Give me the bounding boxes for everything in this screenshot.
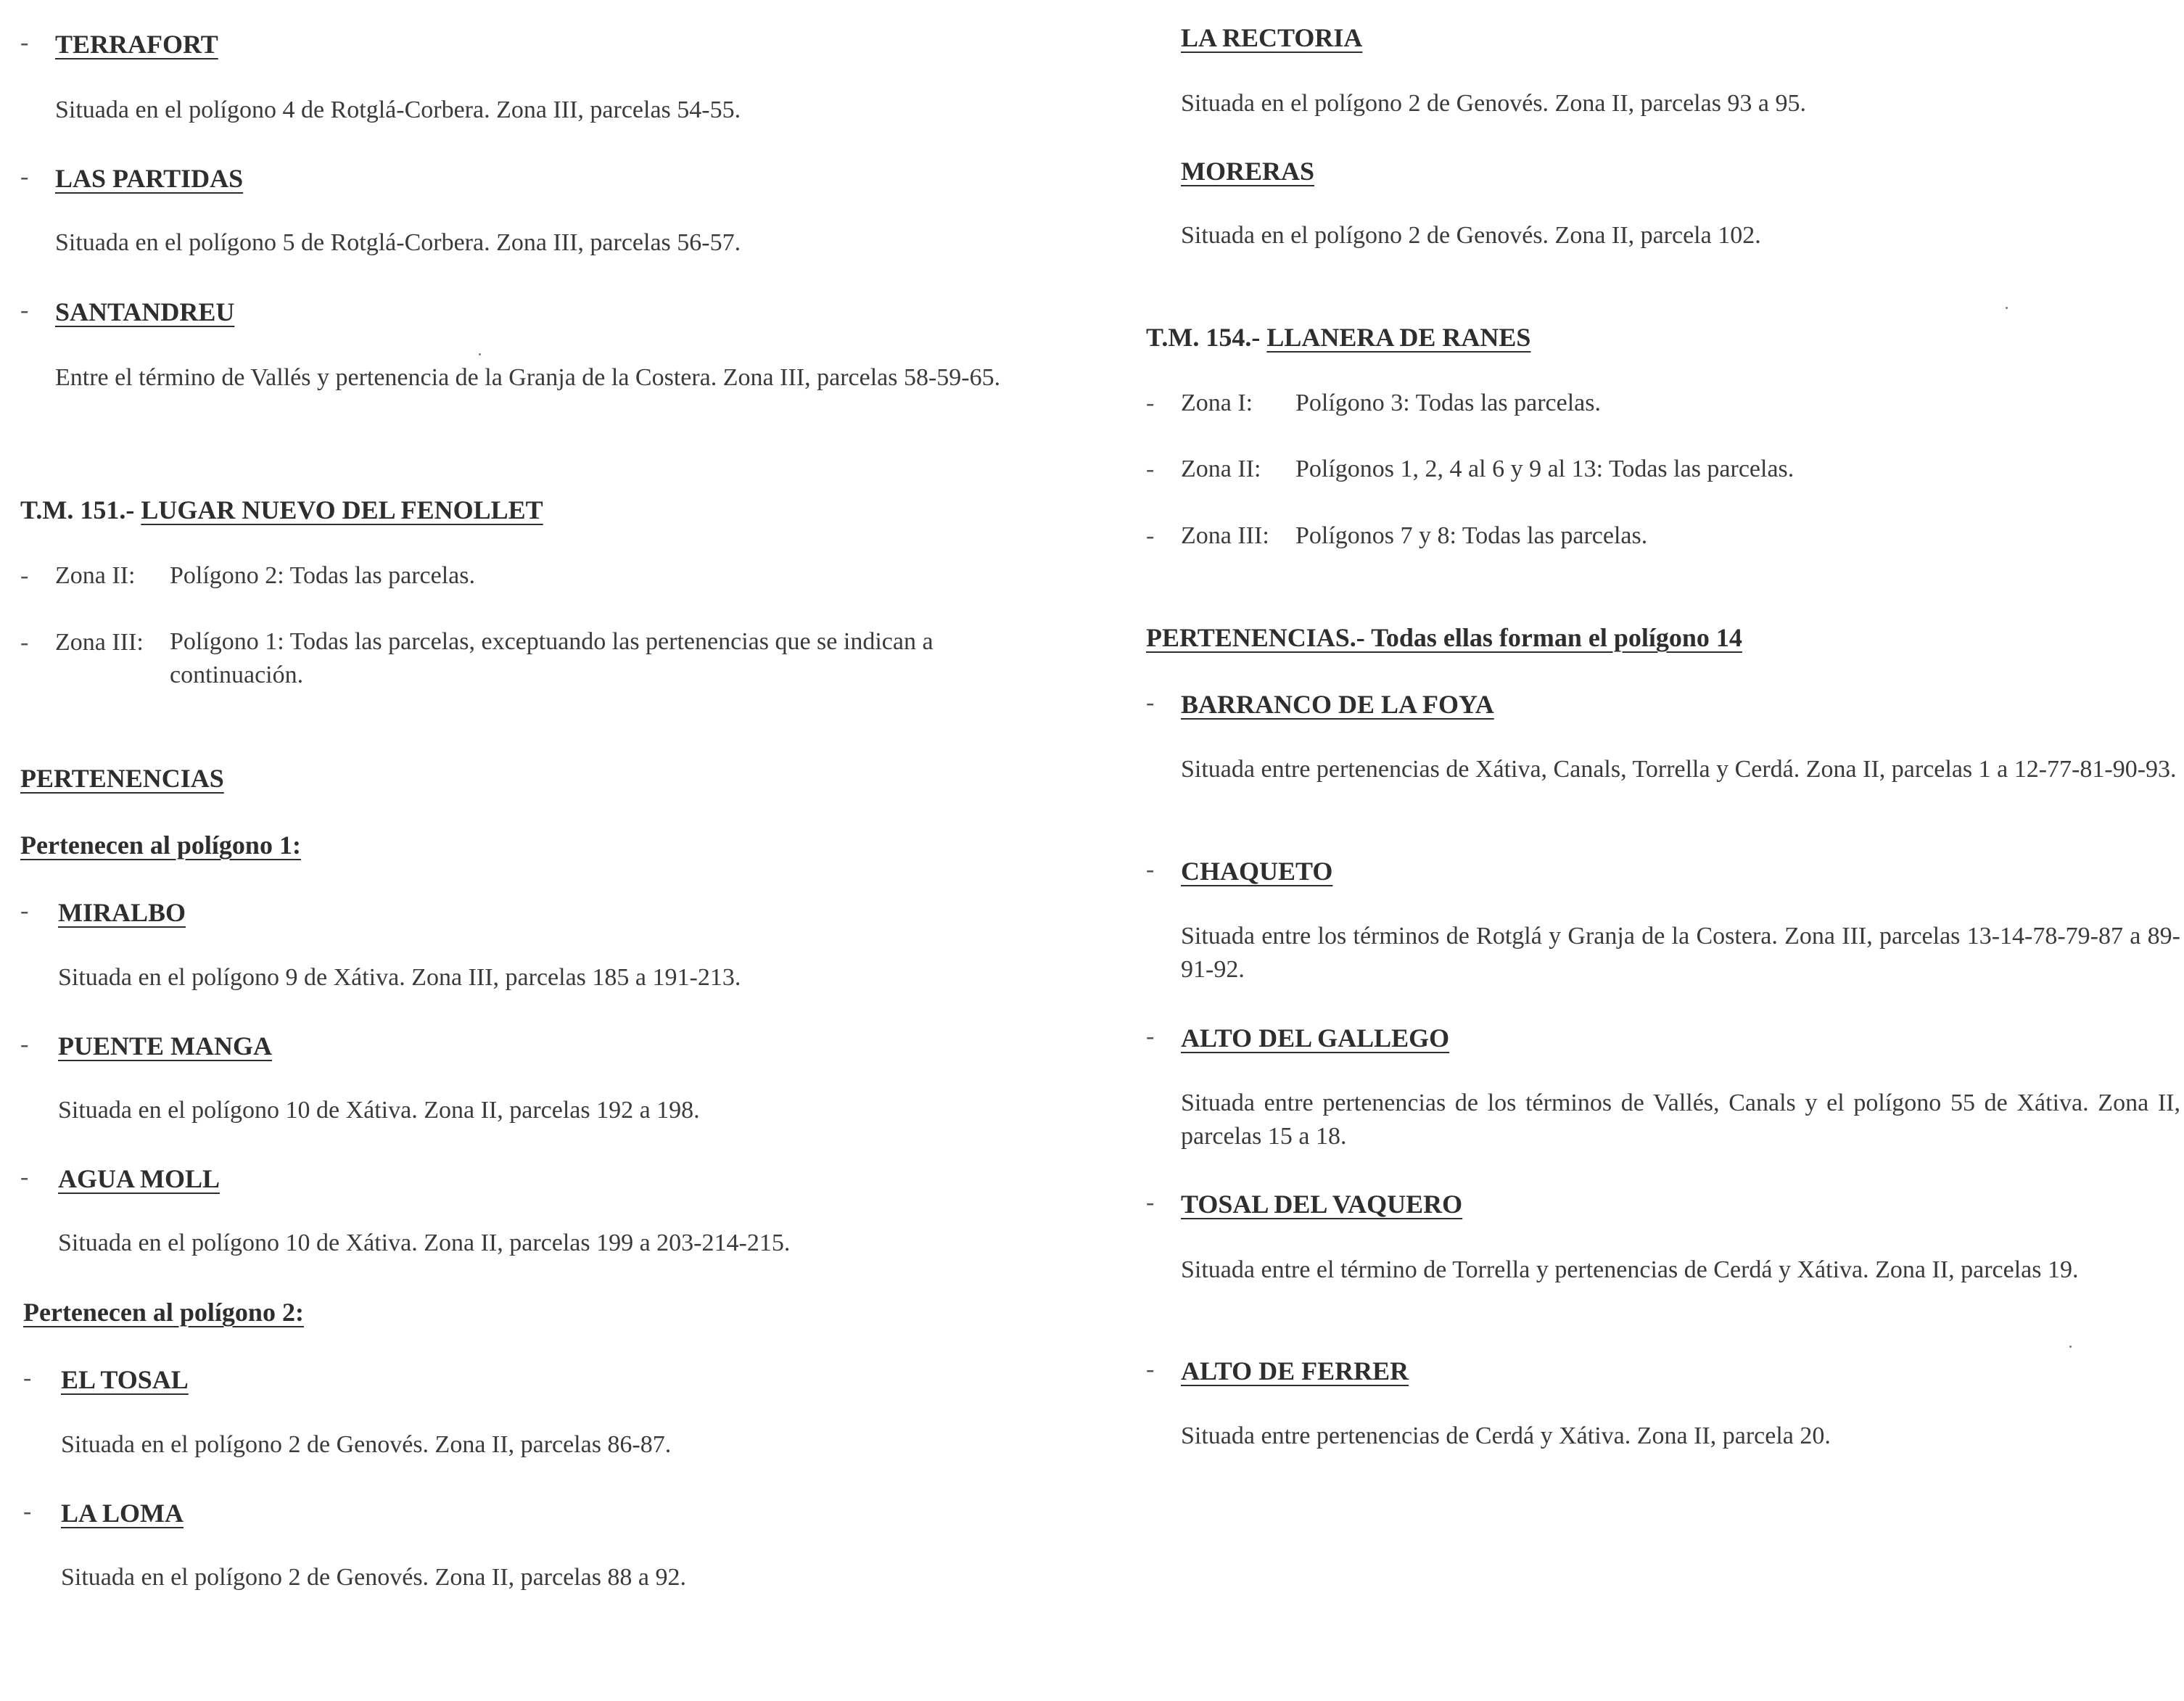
heading-el-tosal: EL TOSAL xyxy=(61,1365,189,1394)
bullet-dash: - xyxy=(1146,1189,1155,1216)
zone-label: Zona II: xyxy=(1181,456,1261,482)
text-santandreu: Entre el término de Vallés y pertenencia de la Granja de la Costera. Zona III, parcelas 58-59-65. xyxy=(55,364,1001,391)
text-las-partidas: Situada en el polígono 5 de Rotglá-Corbera. Zona III, parcelas 56-57. xyxy=(55,229,741,256)
subheading-poligono-2: Pertenecen al polígono 2: xyxy=(23,1298,304,1327)
zone-text: Polígono 2: Todas las parcelas. xyxy=(170,562,475,589)
bullet-dash: - xyxy=(23,1364,32,1391)
heading-la-rectoria: LA RECTORIA xyxy=(1181,23,1363,52)
text-alto-de-ferrer: Situada entre pertenencias de Cerdá y Xátiva. Zona II, parcela 20. xyxy=(1181,1422,1831,1449)
text-miralbo: Situada en el polígono 9 de Xátiva. Zona III, parcelas 185 a 191-213. xyxy=(58,964,741,991)
bullet-dash: - xyxy=(20,1163,29,1190)
zone-text: Polígonos 1, 2, 4 al 6 y 9 al 13: Todas las parcelas. xyxy=(1295,456,1794,482)
bullet-dash: - xyxy=(20,897,29,924)
heading-terrafort: TERRAFORT xyxy=(55,30,218,59)
bullet-dash: - xyxy=(20,562,29,589)
zone-label: Zona III: xyxy=(55,629,144,656)
scan-speck xyxy=(479,353,481,355)
bullet-dash: - xyxy=(20,297,29,324)
section-title: LUGAR NUEVO DEL FENOLLET xyxy=(141,495,543,524)
zone-text: Polígono 1: Todas las parcelas, exceptuando las pertenencias que se indican a continuación. xyxy=(170,628,934,688)
bullet-dash: - xyxy=(23,1498,32,1525)
heading-alto-de-ferrer: ALTO DE FERRER xyxy=(1181,1356,1409,1385)
text-puente-manga: Situada en el polígono 10 de Xátiva. Zona II, parcelas 192 a 198. xyxy=(58,1097,700,1124)
text-tosal-del-vaquero: Situada entre el término de Torrella y pertenencias de Cerdá y Xátiva. Zona II, parcelas 19. xyxy=(1181,1256,2079,1283)
bullet-dash: - xyxy=(1146,689,1155,716)
bullet-dash: - xyxy=(20,629,29,656)
bullet-dash: - xyxy=(1146,856,1155,883)
heading-pertenencias-14: PERTENENCIAS.- Todas ellas forman el polígono 14 xyxy=(1146,623,1742,652)
heading-pertenencias: PERTENENCIAS xyxy=(20,764,224,793)
bullet-dash: - xyxy=(1146,390,1155,416)
scan-speck xyxy=(2006,307,2008,309)
section-heading-tm151 xyxy=(20,495,543,525)
text-alto-del-gallego: Situada entre pertenencias de los términos de Vallés, Canals y el polígono 55 de Xátiva. Zona II, parcelas 15 a 18. xyxy=(1181,1090,2180,1150)
bullet-dash: - xyxy=(1146,456,1155,482)
text-chaqueto: Situada entre los términos de Rotglá y Granja de la Costera. Zona III, parcelas 13-14-78-79-87 a 89-91-92. xyxy=(1181,923,2180,983)
bullet-dash: - xyxy=(1146,1023,1155,1050)
subheading-poligono-1: Pertenecen al polígono 1: xyxy=(20,831,301,860)
zone-label: Zona II: xyxy=(55,562,136,589)
bullet-dash: - xyxy=(20,29,29,56)
bullet-dash: - xyxy=(1146,1356,1155,1383)
heading-santandreu: SANTANDREU xyxy=(55,297,235,326)
zone-text: Polígono 3: Todas las parcelas. xyxy=(1295,390,1601,416)
section-title: LLANERA DE RANES xyxy=(1266,323,1531,352)
zone-label: Zona III: xyxy=(1181,522,1269,549)
heading-las-partidas: LAS PARTIDAS xyxy=(55,164,244,193)
bullet-dash: - xyxy=(1146,522,1155,549)
text-terrafort: Situada en el polígono 4 de Rotglá-Corbera. Zona III, parcelas 54-55. xyxy=(55,96,741,123)
text-la-loma: Situada en el polígono 2 de Genovés. Zona II, parcelas 88 a 92. xyxy=(61,1564,687,1591)
heading-agua-moll: AGUA MOLL xyxy=(58,1164,221,1193)
section-heading-tm154 xyxy=(1146,322,1530,353)
heading-tosal-del-vaquero: TOSAL DEL VAQUERO xyxy=(1181,1190,1463,1219)
text-agua-moll: Situada en el polígono 10 de Xátiva. Zona II, parcelas 199 a 203-214-215. xyxy=(58,1230,791,1256)
zone-text: Polígonos 7 y 8: Todas las parcelas. xyxy=(1295,522,1648,549)
heading-moreras: MORERAS xyxy=(1181,157,1315,186)
heading-la-loma: LA LOMA xyxy=(61,1499,184,1528)
text-la-rectoria: Situada en el polígono 2 de Genovés. Zona II, parcelas 93 a 95. xyxy=(1181,90,1807,117)
bullet-dash: - xyxy=(20,1031,29,1058)
heading-puente-manga: PUENTE MANGA xyxy=(58,1031,272,1060)
heading-barranco-de-la-foya: BARRANCO DE LA FOYA xyxy=(1181,690,1494,719)
section-prefix: T.M. 151.- xyxy=(20,495,141,524)
heading-chaqueto: CHAQUETO xyxy=(1181,857,1333,886)
heading-miralbo: MIRALBO xyxy=(58,898,186,927)
bullet-dash: - xyxy=(20,163,29,190)
zone-label: Zona I: xyxy=(1181,390,1253,416)
text-moreras: Situada en el polígono 2 de Genovés. Zona II, parcela 102. xyxy=(1181,222,1761,249)
section-prefix: T.M. 154.- xyxy=(1146,323,1267,352)
text-el-tosal: Situada en el polígono 2 de Genovés. Zona II, parcelas 86-87. xyxy=(61,1431,672,1458)
heading-alto-del-gallego: ALTO DEL GALLEGO xyxy=(1181,1024,1450,1053)
text-barranco-de-la-foya: Situada entre pertenencias de Xátiva, Canals, Torrella y Cerdá. Zona II, parcelas 1 a 12-77-81-90-93. xyxy=(1181,756,2177,783)
scan-speck xyxy=(2069,1346,2072,1348)
